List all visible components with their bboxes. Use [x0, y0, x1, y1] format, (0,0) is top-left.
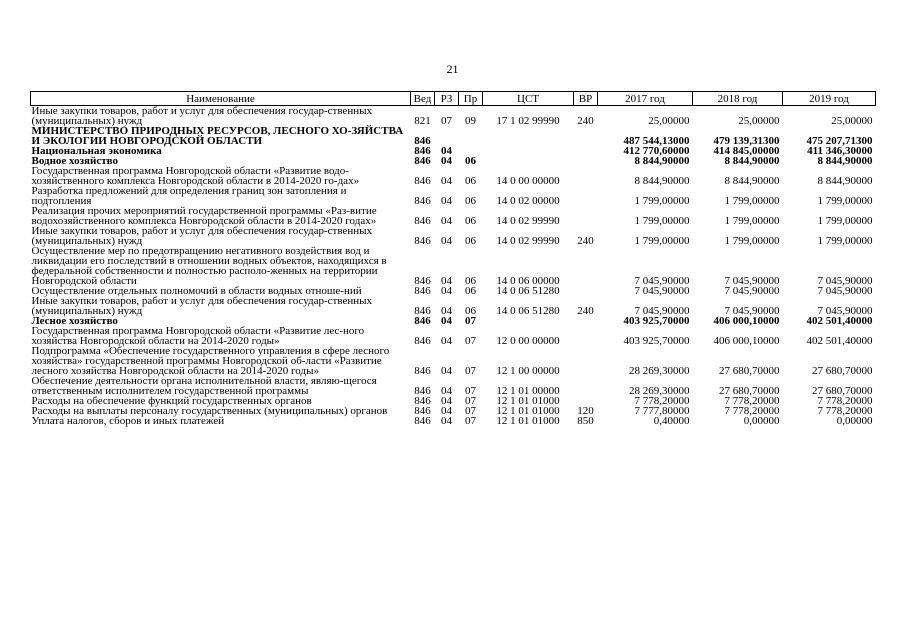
cell-vr: 850	[577, 415, 594, 427]
cell-2019: 7 045,90000	[817, 275, 873, 287]
cell-2018: 7 045,90000	[724, 305, 780, 317]
header-rz: РЗ	[435, 92, 459, 106]
header-vr: ВР	[574, 92, 598, 106]
cell-rz: 04	[441, 335, 452, 347]
cell-cst: 12 1 01 01000	[496, 415, 560, 427]
cell-name: Национальная экономика	[31, 145, 162, 157]
cell-2019: 7 778,20000	[817, 395, 873, 407]
cell-ved: 821	[414, 115, 431, 127]
cell-vr	[574, 316, 598, 326]
cell-2017: 0,40000	[653, 415, 690, 427]
cell-name: Государственная программа Новгородской области «Развитие водо-хозяйственного комплекса Новгородской области в 2014-2020 го-дах»	[31, 165, 360, 187]
cell-pr: 07	[465, 365, 476, 377]
cell-rz: 04	[441, 275, 452, 287]
cell-2017: 7 777,80000	[634, 405, 690, 417]
cell-cst: 14 0 06 51280	[496, 305, 560, 317]
cell-2018: 1 799,00000	[724, 215, 780, 227]
cell-rz: 04	[441, 385, 452, 397]
cell-cst: 14 0 02 99990	[496, 215, 560, 227]
cell-2018: 1 799,00000	[724, 235, 780, 247]
cell-vr	[574, 156, 598, 166]
cell-rz	[435, 126, 459, 146]
cell-2019: 7 778,20000	[817, 405, 873, 417]
cell-name: Уплата налогов, сборов и иных платежей	[31, 415, 225, 427]
cell-ved: 846	[414, 145, 431, 157]
cell-rz: 04	[441, 415, 452, 427]
table-row	[31, 206, 876, 226]
cell-rz: 04	[441, 315, 452, 327]
cell-ved: 846	[414, 385, 431, 397]
table-row	[31, 226, 876, 246]
cell-ved: 846	[414, 275, 431, 287]
cell-2019: 7 045,90000	[817, 305, 873, 317]
cell-rz: 04	[441, 365, 452, 377]
header-2017: 2017 год	[598, 92, 693, 106]
cell-2017: 7 045,90000	[634, 285, 690, 297]
cell-2018: 7 778,20000	[724, 405, 780, 417]
cell-pr: 07	[465, 395, 476, 407]
cell-vr	[574, 166, 598, 186]
cell-2017: 487 544,13000	[623, 135, 690, 147]
cell-2019: 475 207,71300	[806, 135, 873, 147]
cell-2019: 1 799,00000	[817, 195, 873, 207]
cell-name: Осуществление мер по предотвращению негативного воздействия вод и ликвидации его последствий в отношении водных объектов, находящихся в федеральной собственности и полностью располо-женных на территории Новгородской области	[31, 245, 387, 287]
cell-vr	[574, 346, 598, 376]
cell-vr	[574, 246, 598, 286]
cell-2018: 8 844,90000	[724, 175, 780, 187]
cell-vr: 240	[577, 115, 594, 127]
cell-2018: 0,00000	[743, 415, 780, 427]
cell-name: Расходы на обеспечение функций государственных органов	[31, 395, 312, 407]
cell-name: Иные закупки товаров, работ и услуг для обеспечения государ-ственных (муниципальных) нужд	[31, 225, 373, 247]
cell-cst	[483, 316, 574, 326]
cell-pr: 06	[465, 215, 476, 227]
table-row	[31, 186, 876, 206]
cell-pr: 06	[465, 275, 476, 287]
cell-2018: 25,00000	[738, 115, 780, 127]
cell-ved: 846	[414, 335, 431, 347]
cell-vr: 120	[577, 405, 594, 417]
cell-ved: 846	[414, 285, 431, 297]
cell-name: Обеспечение деятельности органа исполнительной власти, являю-щегося ответственным исполнителем государственной программы	[31, 375, 377, 397]
cell-2018: 406 000,10000	[713, 335, 780, 347]
cell-name: Реализация прочих мероприятий государственной программы «Раз-витие водохозяйственного комплекса Новгородской области в 2014-2020 годах»	[31, 205, 377, 227]
cell-2019: 402 501,40000	[806, 315, 873, 327]
cell-cst	[483, 146, 574, 156]
cell-2017: 403 925,70000	[623, 315, 690, 327]
cell-2019: 7 045,90000	[817, 285, 873, 297]
cell-ved: 846	[414, 305, 431, 317]
cell-ved: 846	[414, 365, 431, 377]
cell-ved: 846	[414, 395, 431, 407]
cell-pr: 06	[465, 175, 476, 187]
cell-vr	[574, 186, 598, 206]
cell-pr	[459, 126, 483, 146]
header-cst: ЦСТ	[483, 92, 574, 106]
cell-2019: 0,00000	[836, 415, 873, 427]
page-number: 21	[446, 62, 459, 76]
cell-2018: 27 680,70000	[719, 385, 780, 397]
cell-vr	[574, 376, 598, 396]
cell-ved: 846	[414, 235, 431, 247]
cell-vr	[574, 206, 598, 226]
cell-2019: 8 844,90000	[817, 175, 873, 187]
cell-2017: 28 269,30000	[629, 385, 690, 397]
cell-cst: 14 0 02 99990	[496, 235, 560, 247]
cell-2019: 25,00000	[831, 115, 873, 127]
cell-cst: 14 0 06 51280	[496, 285, 560, 297]
cell-name: Государственная программа Новгородской области «Развитие лес-ного хозяйства Новгородской области на 2014-2020 годы»	[31, 325, 365, 347]
cell-ved: 846	[414, 195, 431, 207]
cell-2017: 412 770,60000	[623, 145, 690, 157]
budget-table	[30, 91, 876, 426]
cell-2018: 27 680,70000	[719, 365, 780, 377]
cell-2019: 411 346,30000	[807, 145, 873, 157]
cell-2017: 403 925,70000	[623, 335, 690, 347]
table-body	[31, 106, 876, 427]
table-row	[31, 416, 876, 426]
cell-rz: 04	[441, 175, 452, 187]
table-row	[31, 296, 876, 316]
cell-pr: 06	[465, 305, 476, 317]
table-row	[31, 166, 876, 186]
cell-2017: 1 799,00000	[634, 215, 690, 227]
cell-2018: 7 045,90000	[724, 275, 780, 287]
cell-2017: 7 045,90000	[634, 305, 690, 317]
cell-cst: 12 1 00 00000	[496, 365, 560, 377]
cell-name: Разработка предложений для определения границ зон затопления и подтопления	[31, 185, 347, 207]
cell-pr: 06	[465, 155, 476, 167]
cell-cst: 14 0 00 00000	[496, 175, 560, 187]
cell-rz: 04	[441, 395, 452, 407]
cell-pr: 09	[465, 115, 476, 127]
cell-cst: 14 0 02 00000	[496, 195, 560, 207]
cell-rz: 04	[441, 305, 452, 317]
cell-cst: 12 1 01 01000	[496, 395, 560, 407]
cell-2017: 1 799,00000	[634, 235, 690, 247]
header-2019: 2019 год	[783, 92, 876, 106]
cell-2019: 1 799,00000	[817, 235, 873, 247]
header-name: Наименование	[31, 92, 411, 106]
cell-cst: 12 1 01 01000	[496, 405, 560, 417]
cell-name: МИНИСТЕРСТВО ПРИРОДНЫХ РЕСУРСОВ, ЛЕСНОГО ХО-ЗЯЙСТВА И ЭКОЛОГИИ НОВГОРОДСКОЙ ОБЛАСТИ	[31, 125, 404, 147]
cell-vr	[574, 286, 598, 296]
cell-2017: 7 778,20000	[634, 395, 690, 407]
cell-name: Подпрограмма «Обеспечение государственного управления в сфере лесного хозяйства» государственной программы Новгородской об-ласти «Развитие лесного хозяйства Новгородской области на 2014-2020 годы»	[31, 345, 390, 377]
cell-2017: 28 269,30000	[629, 365, 690, 377]
cell-ved: 846	[414, 405, 431, 417]
cell-name: Водное хозяйство	[31, 155, 118, 167]
cell-2018: 7 045,90000	[724, 285, 780, 297]
cell-2017: 8 844,90000	[634, 155, 690, 167]
table-header-row	[31, 92, 876, 106]
cell-pr: 06	[465, 285, 476, 297]
cell-vr	[574, 326, 598, 346]
cell-pr: 07	[465, 415, 476, 427]
cell-name: Иные закупки товаров, работ и услуг для обеспечения государ-ственных (муниципальных) нужд	[31, 295, 373, 317]
table-row	[31, 246, 876, 286]
cell-rz: 04	[441, 155, 452, 167]
cell-name: Осуществление отдельных полномочий в области водных отноше-ний	[31, 285, 362, 297]
table-row	[31, 346, 876, 376]
cell-name: Иные закупки товаров, работ и услуг для обеспечения государ-ственных (муниципальных) нужд	[31, 105, 373, 127]
table-row	[31, 106, 876, 127]
cell-2019: 27 680,70000	[812, 365, 873, 377]
cell-2018: 406 000,10000	[713, 315, 780, 327]
cell-pr: 07	[465, 385, 476, 397]
cell-name: Лесное хозяйство	[31, 315, 118, 327]
cell-2017: 1 799,00000	[634, 195, 690, 207]
cell-rz: 04	[441, 285, 452, 297]
cell-2018: 414 845,00000	[713, 145, 780, 157]
cell-2017: 7 045,90000	[634, 275, 690, 287]
cell-rz: 04	[441, 235, 452, 247]
cell-ved: 846	[414, 415, 431, 427]
cell-2018: 8 844,90000	[724, 155, 780, 167]
cell-vr: 240	[577, 305, 594, 317]
cell-ved: 846	[414, 315, 431, 327]
cell-pr: 06	[465, 235, 476, 247]
cell-2019: 8 844,90000	[817, 155, 873, 167]
cell-2019: 27 680,70000	[812, 385, 873, 397]
cell-rz: 04	[441, 195, 452, 207]
header-ved: Вед	[411, 92, 435, 106]
cell-ved: 846	[414, 215, 431, 227]
cell-2018: 1 799,00000	[724, 195, 780, 207]
cell-ved: 846	[414, 135, 431, 147]
cell-cst	[483, 126, 574, 146]
cell-2017: 8 844,90000	[634, 175, 690, 187]
table-row	[31, 376, 876, 396]
cell-2019: 1 799,00000	[817, 215, 873, 227]
table-row	[31, 326, 876, 346]
cell-pr: 06	[465, 195, 476, 207]
cell-cst: 17 1 02 99990	[496, 115, 560, 127]
cell-cst	[483, 156, 574, 166]
cell-rz: 07	[441, 115, 452, 127]
cell-2018: 7 778,20000	[724, 395, 780, 407]
cell-cst: 12 1 01 00000	[496, 385, 560, 397]
header-2018: 2018 год	[693, 92, 783, 106]
cell-vr: 240	[577, 235, 594, 247]
cell-vr	[574, 126, 598, 146]
cell-rz: 04	[441, 215, 452, 227]
cell-name: Расходы на выплаты персоналу государственных (муниципальных) органов	[31, 405, 388, 417]
cell-pr: 07	[465, 335, 476, 347]
cell-2019: 402 501,40000	[806, 335, 873, 347]
cell-rz: 04	[441, 405, 452, 417]
cell-vr	[574, 146, 598, 156]
cell-2017: 25,00000	[648, 115, 690, 127]
cell-pr: 07	[465, 405, 476, 417]
cell-pr: 07	[465, 315, 476, 327]
cell-rz: 04	[441, 145, 452, 157]
cell-cst: 12 0 00 00000	[496, 335, 560, 347]
cell-ved: 846	[414, 175, 431, 187]
cell-cst: 14 0 06 00000	[496, 275, 560, 287]
cell-ved: 846	[414, 155, 431, 167]
table-row	[31, 126, 876, 146]
header-pr: Пр	[459, 92, 483, 106]
cell-2018: 479 139,31300	[713, 135, 780, 147]
